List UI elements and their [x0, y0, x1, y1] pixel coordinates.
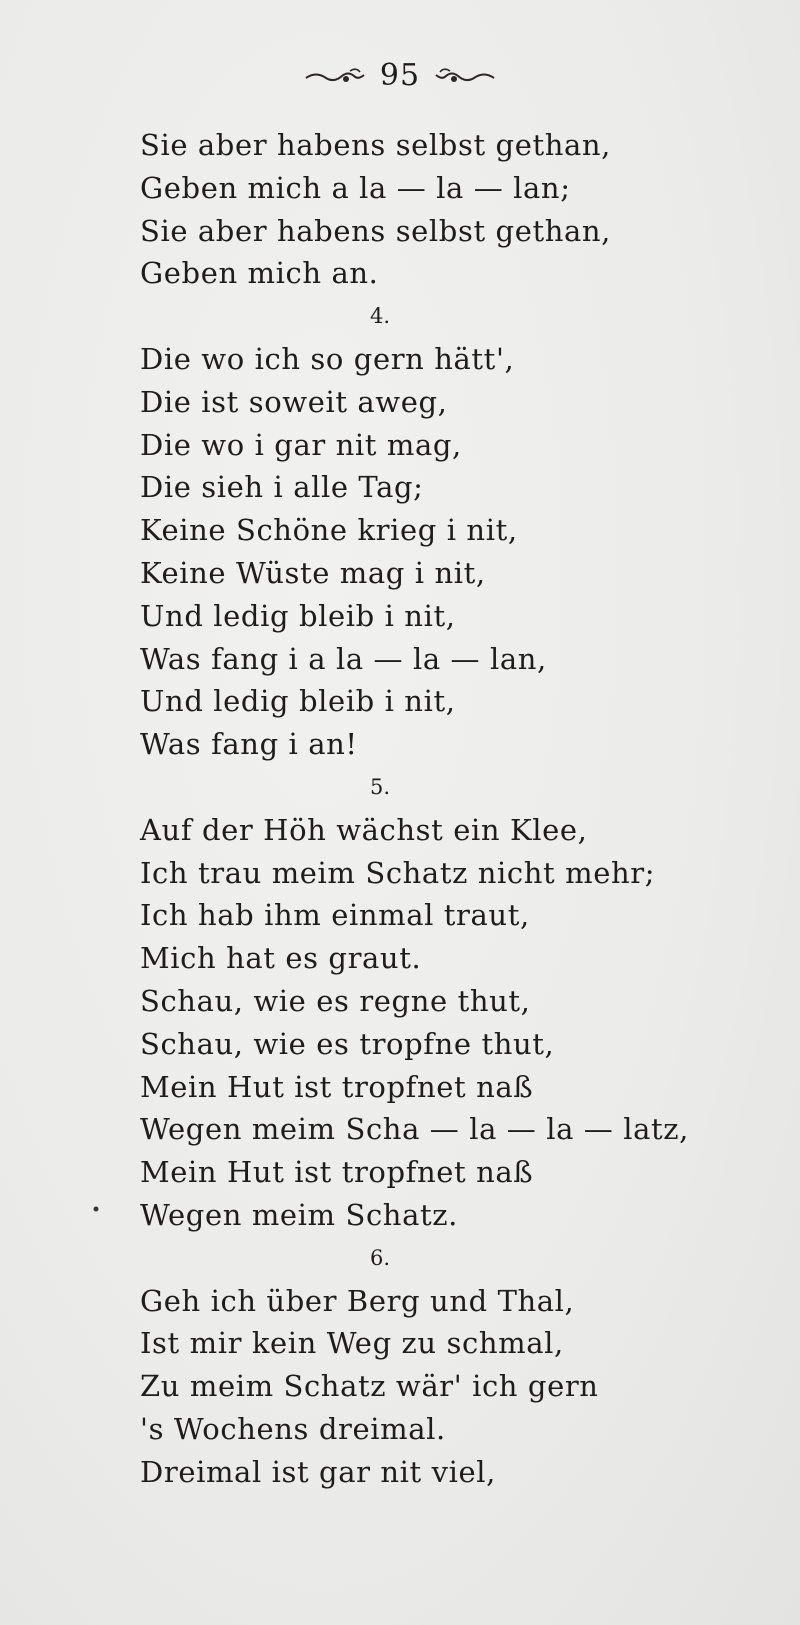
verse-line: Die sieh i alle Tag; [140, 470, 424, 505]
verse-line: Wegen meim Schatz. [140, 1197, 458, 1232]
verse-line: Auf der Höh wächst ein Klee, [140, 812, 588, 847]
poem-text [140, 124, 760, 1494]
page-number: 95 [379, 58, 421, 93]
verse-line: Ich hab ihm einmal traut, [140, 898, 530, 933]
verse-line: Dreimal ist gar nit viel, [140, 1454, 496, 1489]
verse-line: Die ist soweit aweg, [140, 384, 448, 419]
right-flourish-icon [434, 65, 496, 87]
verse-line: Geben mich an. [140, 256, 379, 291]
verse-line: Wegen meim Scha — la — la — latz, [140, 1112, 689, 1147]
verse-line: Mein Hut ist tropfnet naß [140, 1155, 534, 1190]
stanza-number: 5. [369, 774, 391, 799]
verse-line: Mich hat es graut. [140, 941, 422, 976]
page-header [0, 58, 800, 93]
verse-line: Mein Hut ist tropfnet naß [140, 1069, 534, 1104]
verse-line: Was fang i an! [140, 727, 358, 762]
verse-line: Schau, wie es regne thut, [140, 983, 531, 1018]
verse-line: Keine Schöne krieg i nit, [140, 513, 518, 548]
verse-line: Schau, wie es tropfne thut, [140, 1026, 555, 1061]
verse-line: Sie aber habens selbst gethan, [140, 128, 611, 162]
verse-line: Geben mich a la — la — lan; [140, 170, 571, 205]
verse-line: Keine Wüste mag i nit, [140, 555, 486, 590]
ink-speck [92, 1205, 100, 1213]
verse-line: Zu meim Schatz wär' ich gern [140, 1369, 599, 1404]
verse-line: Und ledig bleib i nit, [140, 684, 456, 719]
stanza-number: 4. [369, 304, 391, 329]
verse-line: 's Wochens dreimal. [140, 1411, 446, 1446]
verse-line: Und ledig bleib i nit, [140, 598, 456, 633]
verse-line: Die wo ich so gern hätt', [140, 341, 515, 376]
verse-line: Geh ich über Berg und Thal, [140, 1283, 575, 1318]
stanza-number: 6. [369, 1245, 391, 1270]
verse-line: Ich trau meim Schatz nicht mehr; [140, 855, 656, 890]
verse-line: Was fang i a la — la — lan, [140, 641, 547, 676]
verse-line: Sie aber habens selbst gethan, [140, 213, 611, 248]
verse-line: Ist mir kein Weg zu schmal, [140, 1326, 564, 1361]
verse-line: Die wo i gar nit mag, [140, 427, 462, 462]
left-flourish-icon [304, 65, 366, 87]
